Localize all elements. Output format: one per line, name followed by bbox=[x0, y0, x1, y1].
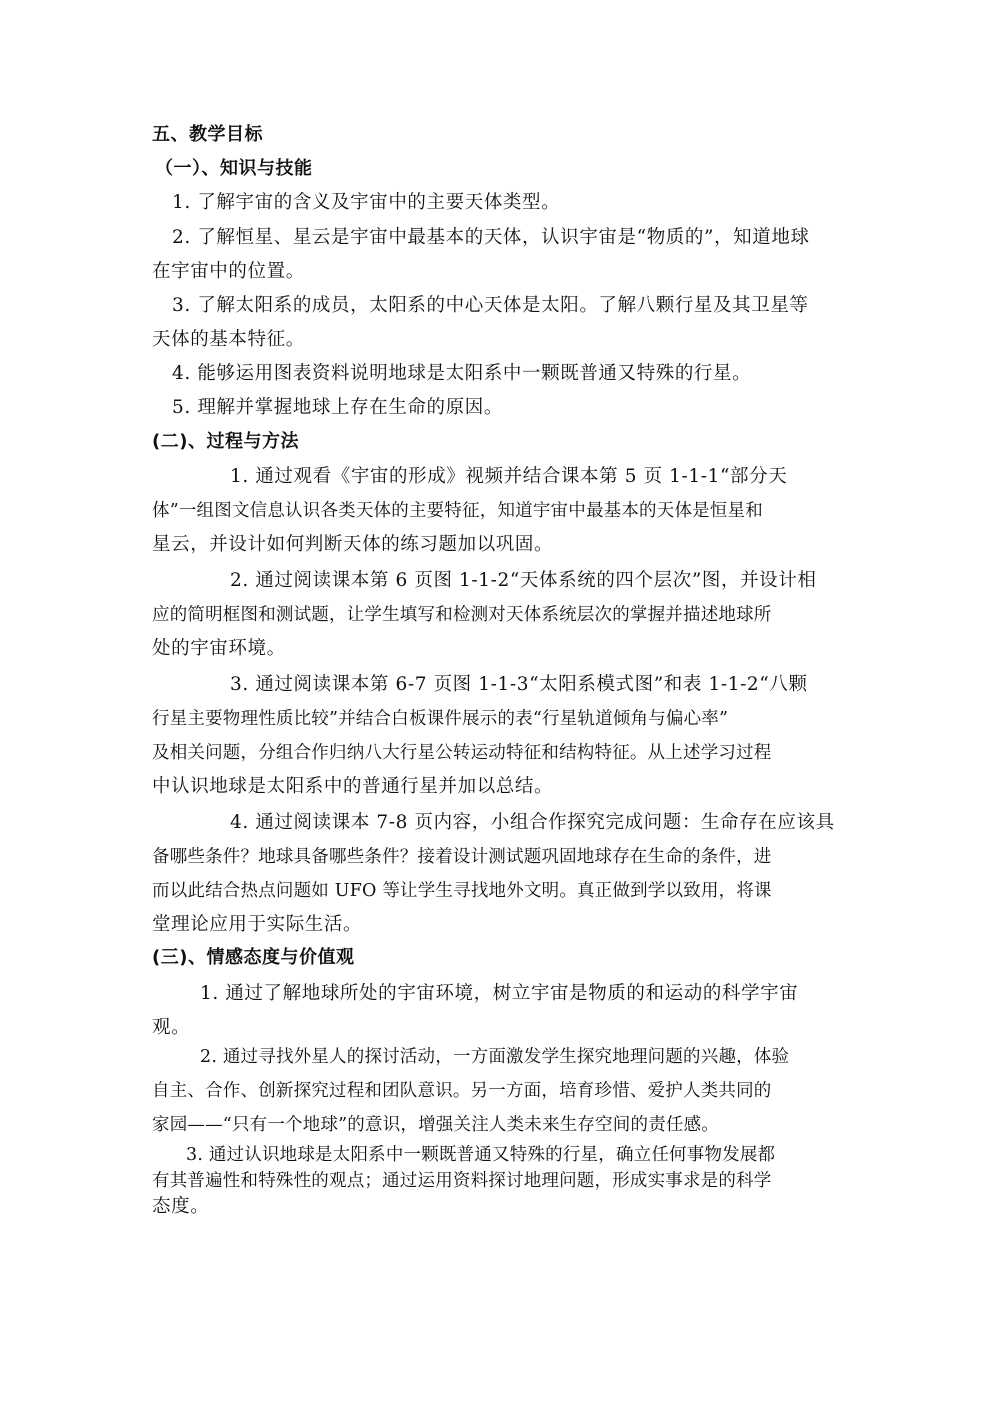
knowledge-item-3-cont: 天体的基本特征。 bbox=[152, 329, 305, 350]
process-item-1: 1. 通过观看《宇宙的形成》视频并结合课本第 5 页 1-1-1“部分天 bbox=[230, 466, 788, 487]
process-item-4-cont: 堂理论应用于实际生活。 bbox=[152, 914, 363, 935]
process-item-2-cont: 处的宇宙环境。 bbox=[152, 638, 286, 659]
knowledge-item-3: 3. 了解太阳系的成员，太阳系的中心天体是太阳。了解八颗行星及其卫星等 bbox=[172, 295, 809, 316]
knowledge-item-5: 5. 理解并掌握地球上存在生命的原因。 bbox=[172, 397, 503, 418]
knowledge-item-4: 4. 能够运用图表资料说明地球是太阳系中一颗既普通又特殊的行星。 bbox=[172, 363, 752, 384]
knowledge-item-2-cont: 在宇宙中的位置。 bbox=[152, 261, 305, 282]
subsection-heading-knowledge: （一）、知识与技能 bbox=[155, 158, 313, 179]
knowledge-item-1: 1. 了解宇宙的含义及宇宙中的主要天体类型。 bbox=[172, 192, 561, 213]
process-item-2: 2. 通过阅读课本第 6 页图 1-1-2“天体系统的四个层次”图，并设计相 bbox=[230, 570, 817, 591]
values-item-2-cont: 自主、合作、创新探究过程和团队意识。另一方面，培育珍惜、爱护人类共同的 bbox=[152, 1081, 772, 1101]
process-item-3-cont: 及相关问题，分组合作归纳八大行星公转运动特征和结构特征。从上述学习过程 bbox=[152, 743, 772, 763]
values-item-2-cont: 家园——“只有一个地球”的意识，增强关注人类未来生存空间的责任感。 bbox=[152, 1115, 719, 1135]
section-title: 五、教学目标 bbox=[152, 124, 263, 145]
process-item-1-cont: 体”一组图文信息认识各类天体的主要特征，知道宇宙中最基本的天体是恒星和 bbox=[152, 501, 763, 521]
process-item-3: 3. 通过阅读课本第 6-7 页图 1-1-3“太阳系模式图”和表 1-1-2“八颗 bbox=[230, 674, 808, 695]
values-item-1: 1. 通过了解地球所处的宇宙环境，树立宇宙是物质的和运动的科学宇宙 bbox=[200, 983, 799, 1004]
values-item-1-cont: 观。 bbox=[152, 1017, 191, 1038]
process-item-4-cont: 而以此结合热点问题如 UFO 等让学生寻找地外文明。真正做到学以致用，将课 bbox=[152, 881, 772, 901]
values-item-3: 3. 通过认识地球是太阳系中一颗既普通又特殊的行星，确立任何事物发展都 bbox=[186, 1145, 776, 1165]
process-item-3-cont: 中认识地球是太阳系中的普通行星并加以总结。 bbox=[152, 776, 554, 797]
process-item-4-cont: 备哪些条件？地球具备哪些条件？接着设计测试题巩固地球存在生命的条件，进 bbox=[152, 847, 772, 867]
subsection-heading-process: (二)、过程与方法 bbox=[152, 431, 299, 452]
process-item-2-cont: 应的简明框图和测试题，让学生填写和检测对天体系统层次的掌握并描述地球所 bbox=[152, 605, 772, 625]
process-item-4: 4. 通过阅读课本 7-8 页内容，小组合作探究完成问题：生命存在应该具 bbox=[230, 812, 835, 833]
values-item-3-cont: 态度。 bbox=[152, 1196, 210, 1217]
values-item-2: 2. 通过寻找外星人的探讨活动，一方面激发学生探究地理问题的兴趣，体验 bbox=[200, 1047, 790, 1067]
knowledge-item-2: 2. 了解恒星、星云是宇宙中最基本的天体，认识宇宙是“物质的”，知道地球 bbox=[172, 227, 810, 248]
subsection-heading-values: (三)、情感态度与价值观 bbox=[152, 947, 355, 968]
process-item-3-cont: 行星主要物理性质比较”并结合白板课件展示的表“行星轨道倾角与偏心率” bbox=[152, 709, 729, 729]
values-item-3-cont: 有其普遍性和特殊性的观点；通过运用资料探讨地理问题，形成实事求是的科学 bbox=[152, 1171, 772, 1191]
process-item-1-cont: 星云，并设计如何判断天体的练习题加以巩固。 bbox=[152, 534, 554, 555]
